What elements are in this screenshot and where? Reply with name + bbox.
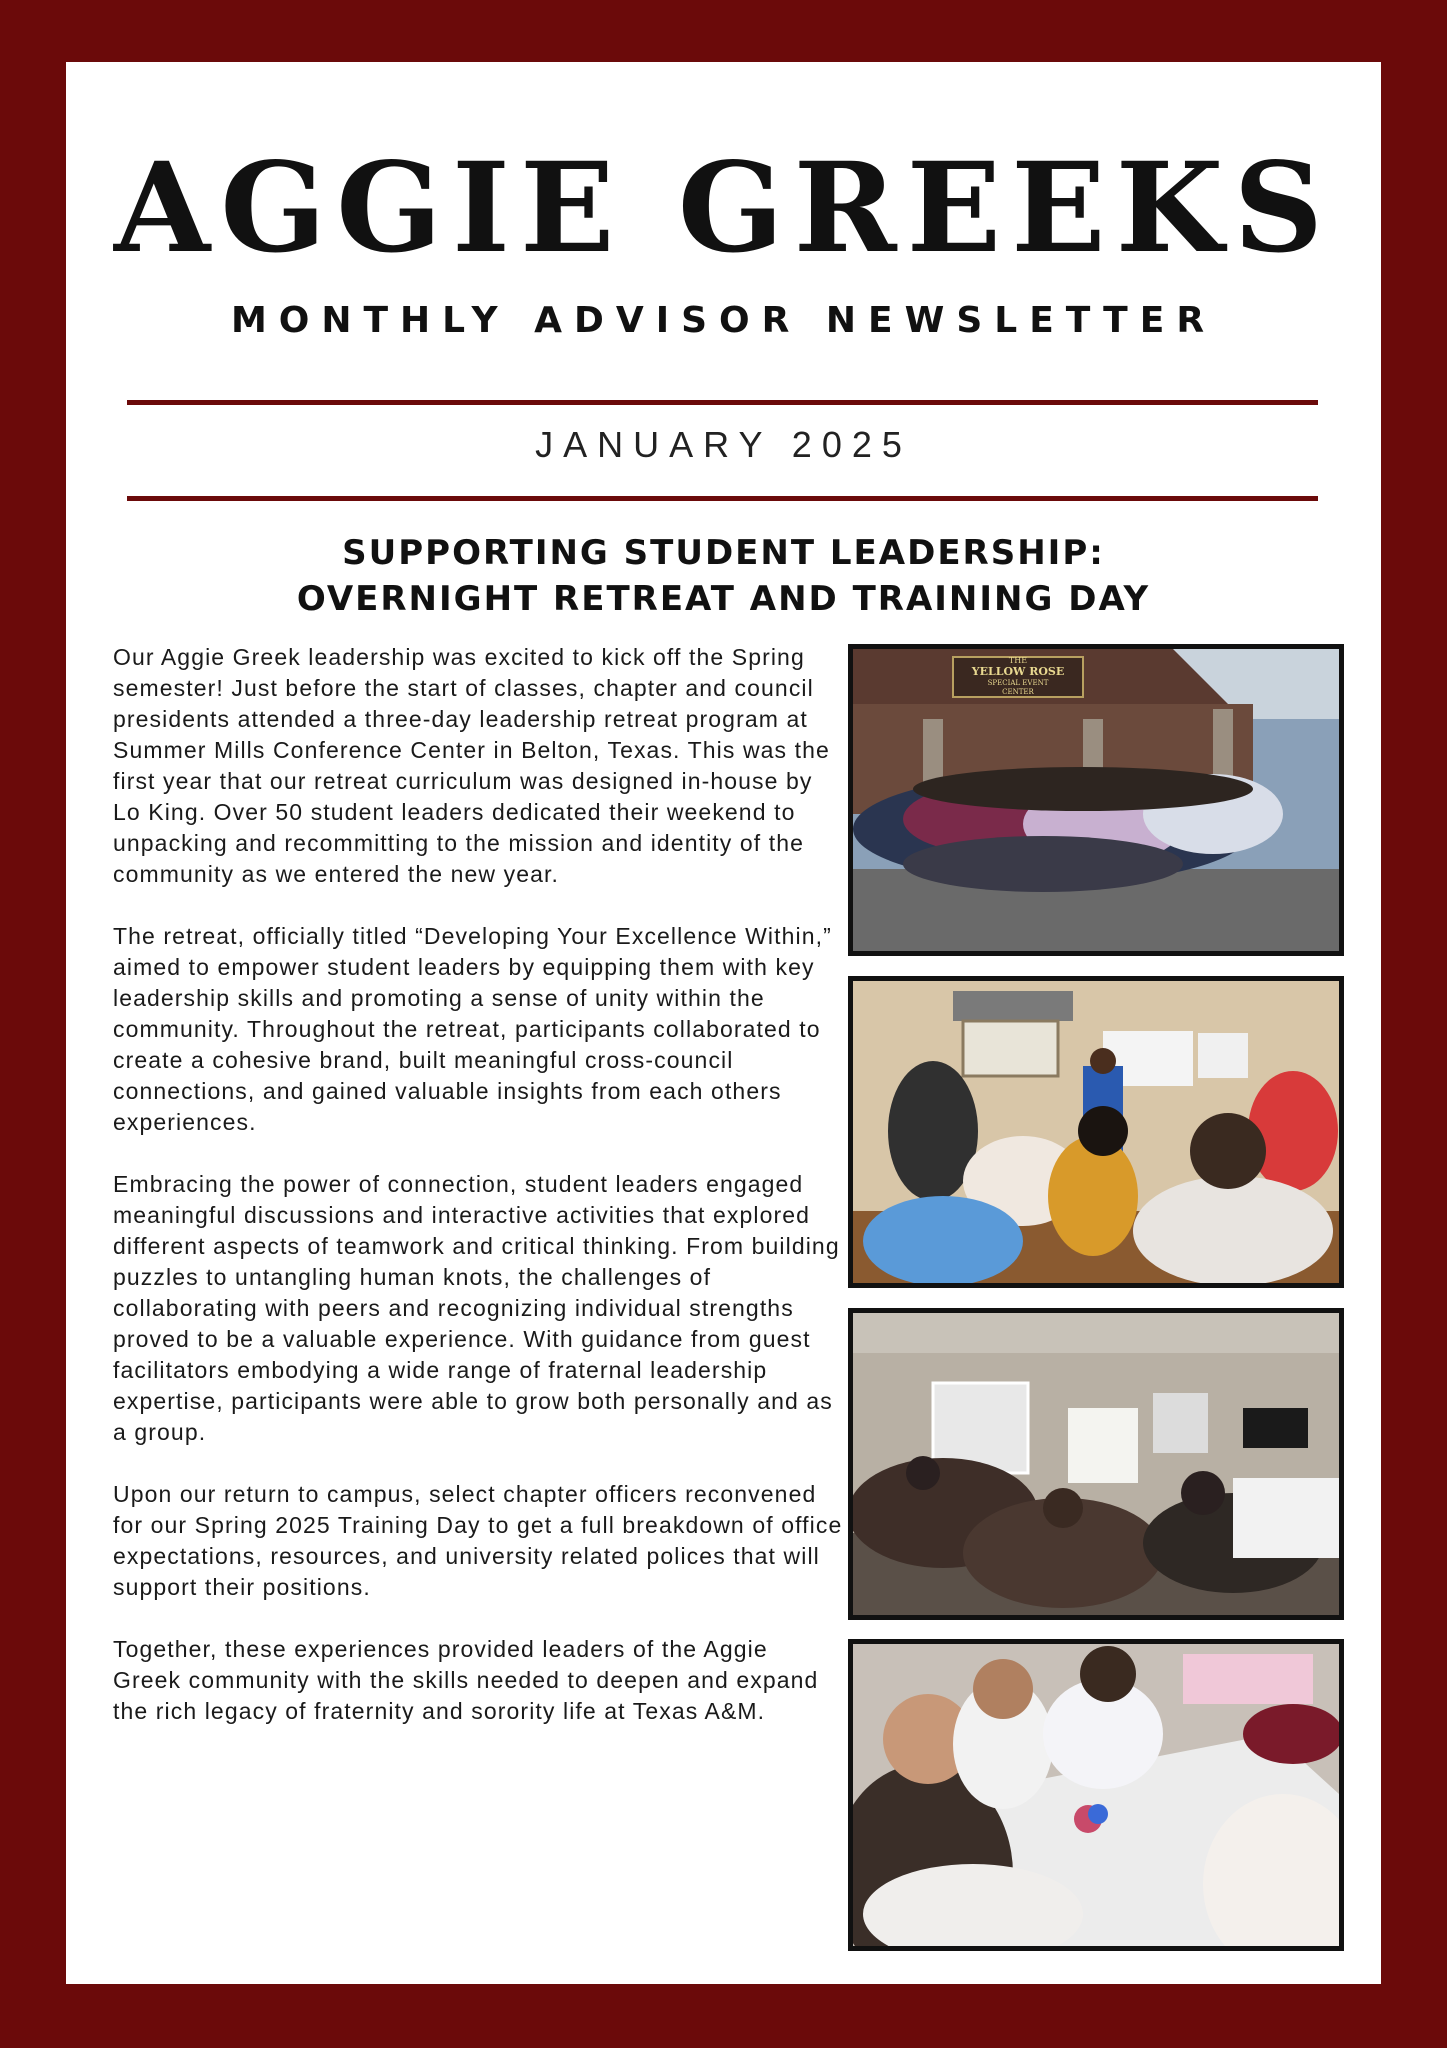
article-paragraph-4: Upon our return to campus, select chapter officers reconvened for our Spring 2025 Training Day to get a full breakdown of office expectations, resources, and university related polices that will support their positions. — [113, 1481, 843, 1600]
sign-line-3: SPECIAL EVENT — [987, 679, 1049, 687]
article-paragraph-3: Embracing the power of connection, student leaders engaged meaningful discussions and interactive activities that explored different aspects of teamwork and critical thinking. From building puzzles to untangling human knots, the challenges of collaborating with peers and recognizing individual strengths proved to be a valuable experience. With guidance from guest facilitators embodying a wide range of fraternal leadership expertise, participants were able to grow both personally and as a group. — [113, 1171, 840, 1445]
newsletter-page — [66, 62, 1381, 1984]
photo-group-outdoor — [848, 644, 1344, 956]
photo-living-room — [848, 1308, 1344, 1620]
sign-line-1: THE — [1008, 656, 1028, 665]
newsletter-title: AGGIE GREEKS — [114, 136, 1333, 281]
article-body — [113, 642, 843, 1758]
article-paragraph-1: Our Aggie Greek leadership was excited to kick off the Spring semester! Just before the start of classes, chapter and council presidents attended a three-day leadership retreat program at Summer Mills Conference Center in Belton, Texas. This was the first year that our retreat curriculum was designed in-house by Lo King. Over 50 student leaders dedicated their weekend to unpacking and recommitting to the mission and identity of the community as we entered the new year. — [113, 644, 830, 887]
divider-bottom — [127, 496, 1318, 501]
headline-line-2: OVERNIGHT RETREAT AND TRAINING DAY — [296, 579, 1151, 619]
photo-table-activity — [848, 1639, 1344, 1951]
divider-top — [127, 400, 1318, 405]
sign-line-4: CENTER — [1002, 688, 1034, 696]
article-paragraph-2: The retreat, officially titled “Developing Your Excellence Within,” aimed to empower student leaders by equipping them with key leadership skills and promoting a sense of unity within the community. Throughout the retreat, participants collaborated to create a cohesive brand, built meaningful cross-council connections, and gained valuable insights from each others experiences. — [113, 923, 832, 1135]
issue-date: JANUARY 2025 — [535, 424, 912, 465]
article-paragraph-5: Together, these experiences provided leaders of the Aggie Greek community with the skills needed to deepen and expand the rich legacy of fraternity and sorority life at Texas A&M. — [113, 1636, 819, 1724]
sign-line-2: YELLOW ROSE — [971, 665, 1065, 678]
headline-line-1: SUPPORTING STUDENT LEADERSHIP: — [342, 533, 1105, 573]
newsletter-subtitle: MONTHLY ADVISOR NEWSLETTER — [230, 300, 1217, 341]
article-headline — [66, 530, 1381, 622]
photo-discussion-room — [848, 976, 1344, 1288]
